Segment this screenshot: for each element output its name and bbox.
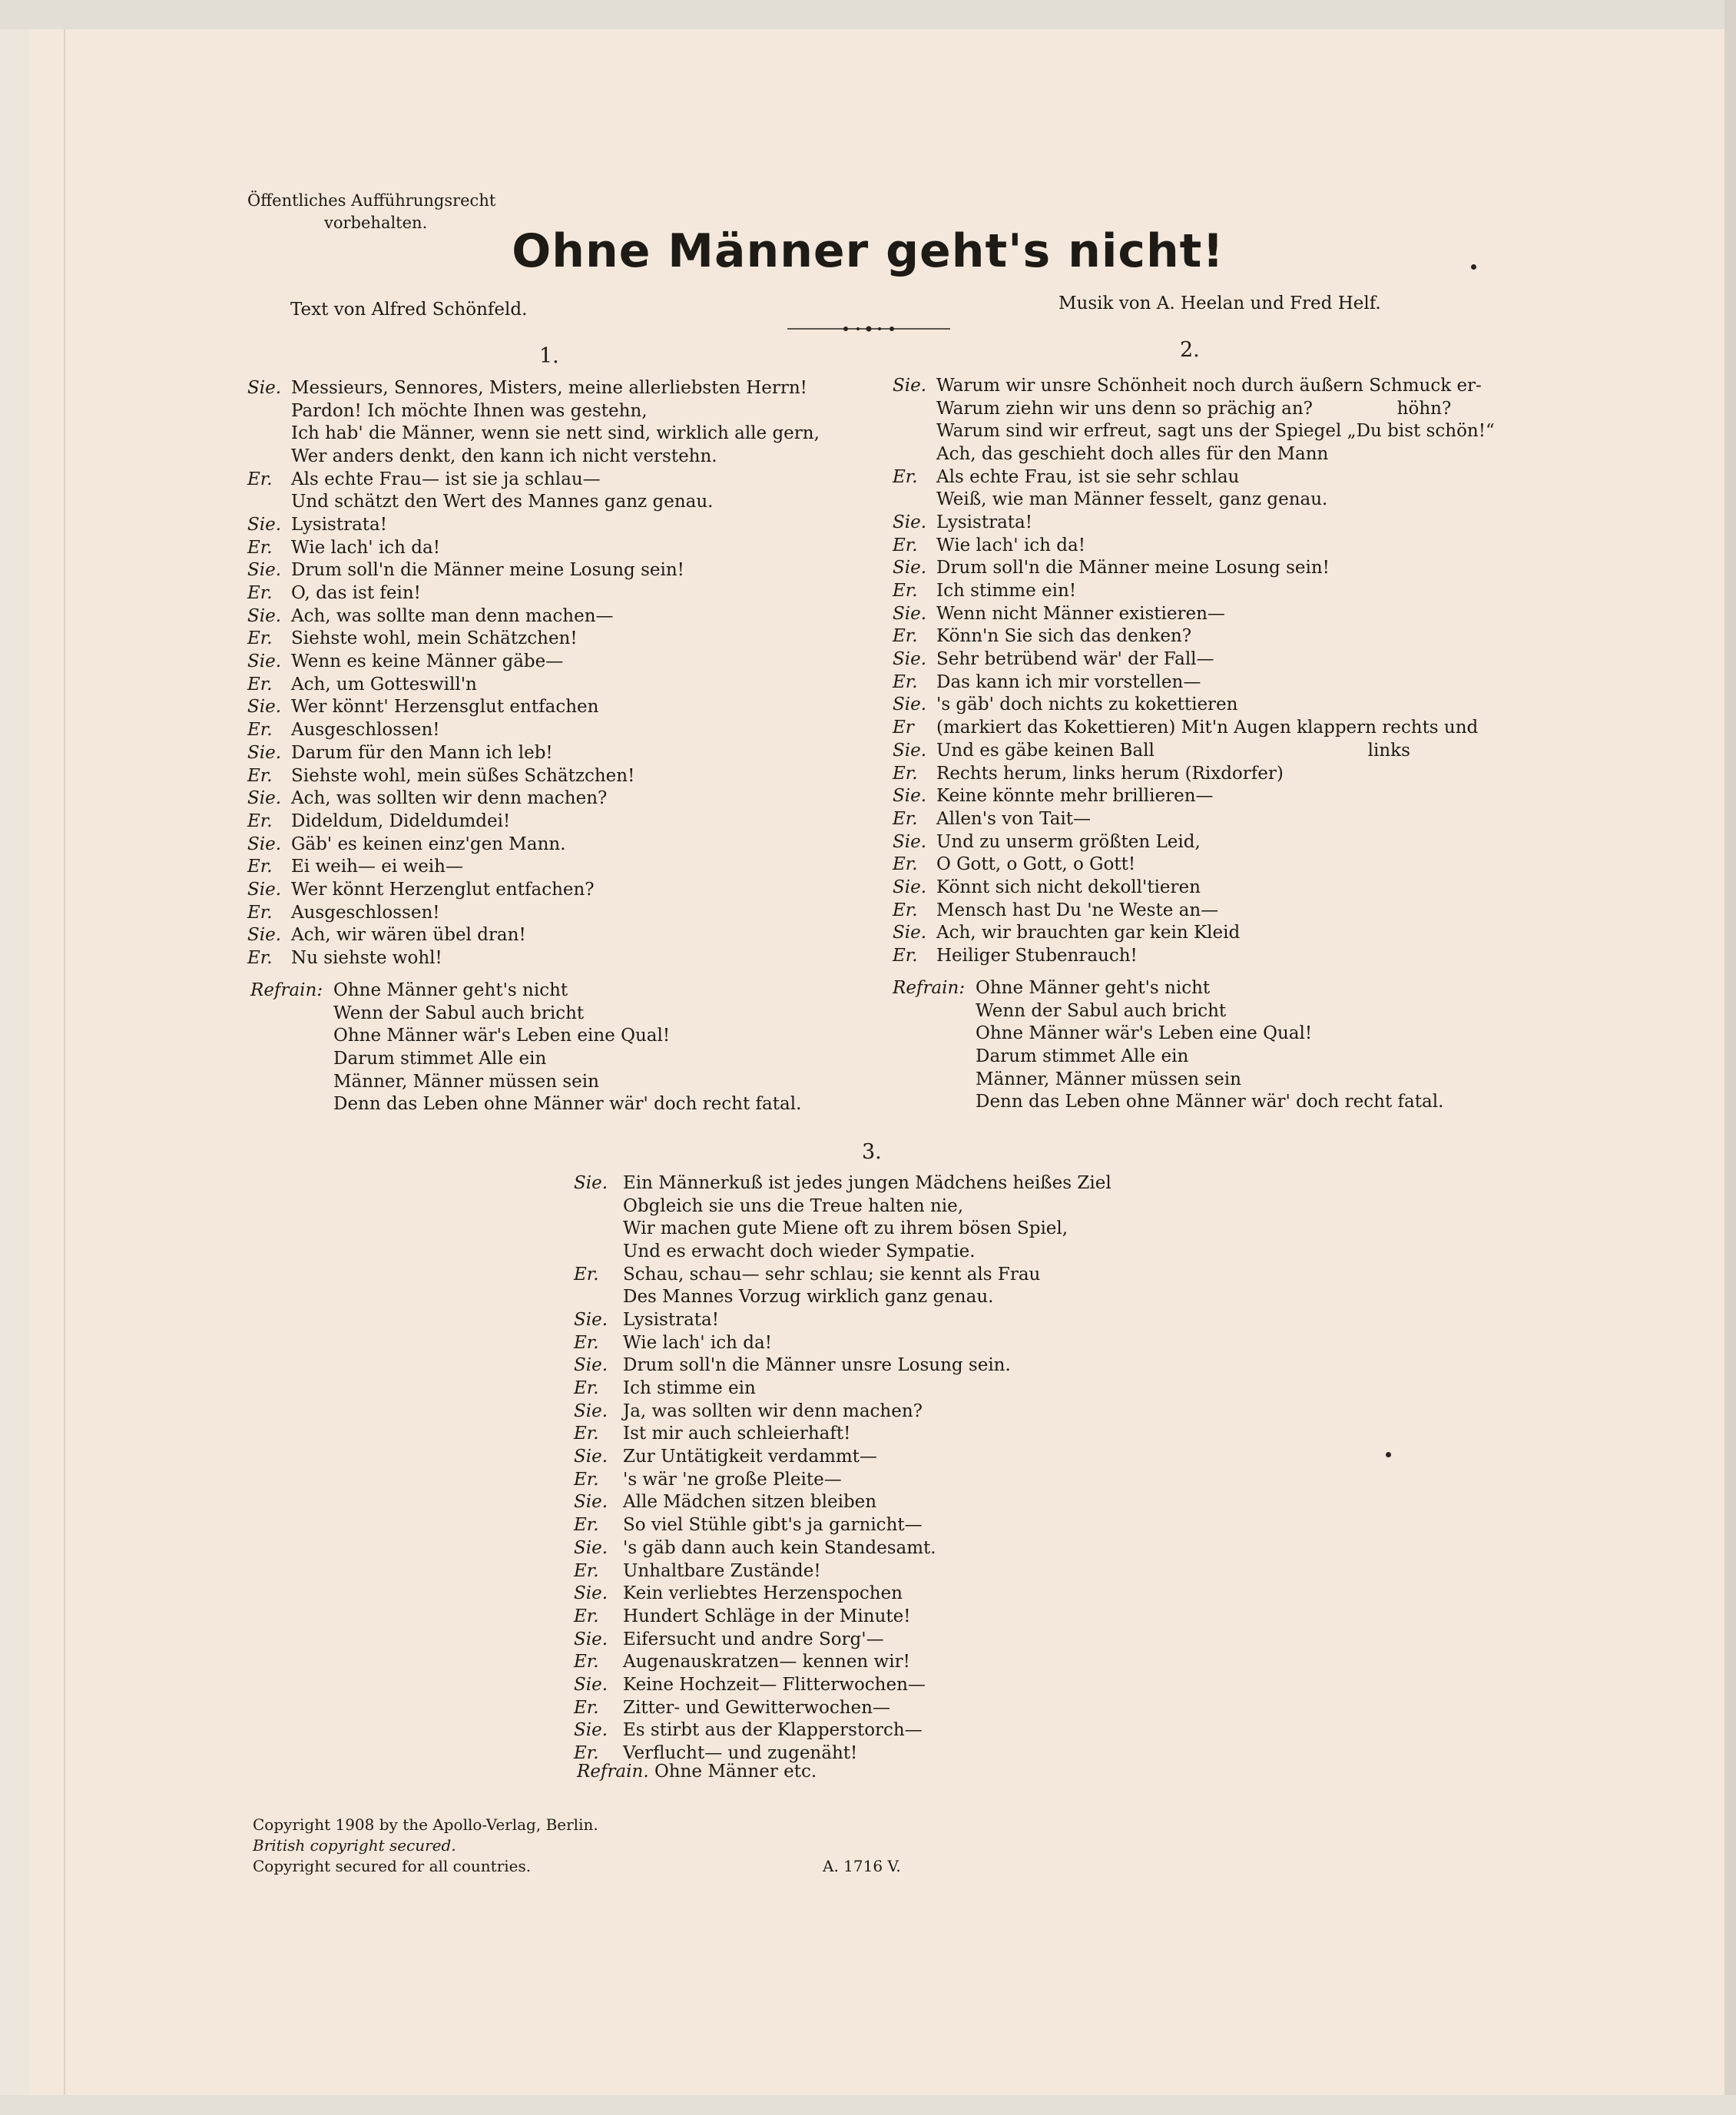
lyric-text: Ach, das geschieht doch alles für den Mann (936, 443, 1329, 464)
lyric-text: Ein Männerkuß ist jedes jungen Mädchens heißes Ziel (623, 1172, 1112, 1193)
speaker-label: Er. (574, 1652, 599, 1672)
speaker-label: Er. (247, 811, 273, 831)
speaker-label: Sie. (247, 925, 282, 946)
refrain-line: Ohne Männer geht's nicht (333, 980, 568, 1000)
lyric-line (574, 1217, 1112, 1240)
lyric-line (893, 830, 1495, 854)
plate-number: A. 1716 V. (823, 1857, 901, 1875)
lyric-line (247, 718, 820, 741)
speaker-label: Sie. (893, 923, 927, 943)
speaker-label: Er. (893, 854, 918, 875)
speaker-label: Er. (247, 469, 273, 489)
verse-3-refrain (577, 1762, 817, 1782)
lyric-text: 's wär 'ne große Pleite— (623, 1469, 842, 1490)
lyric-text: Messieurs, Sennores, Misters, meine allerliebsten Herrn! (291, 377, 807, 398)
lyric-line (893, 419, 1495, 443)
lyric-text: Allen's von Tait— (936, 808, 1092, 829)
lyric-line (247, 741, 820, 764)
speaker-label: Er. (574, 1424, 599, 1444)
lyric-line (893, 397, 1495, 420)
lyric-line (893, 922, 1495, 945)
lyric-text: Zitter- und Gewitterwochen— (623, 1697, 890, 1718)
refrain-line: Wenn der Sabul auch bricht (333, 1003, 585, 1023)
lyric-text: 's gäb' doch nichts zu kokettieren (936, 695, 1238, 715)
lyric-line (247, 605, 820, 628)
lyric-text: Ei weih— ei weih— (291, 857, 463, 877)
lyric-text: Darum für den Mann ich leb! (291, 742, 553, 763)
speaker-label: Sie. (893, 877, 927, 897)
lyric-text: Lysistrata! (936, 512, 1032, 532)
lyric-line (574, 1354, 1112, 1377)
speaker-label: Sie. (247, 834, 282, 854)
lyric-text: Kein verliebtes Herzenspochen (623, 1583, 903, 1604)
lyric-line (247, 696, 820, 719)
refrain-line: Darum stimmet Alle ein (976, 1046, 1189, 1067)
speaker-label: Sie. (247, 697, 282, 718)
speaker-label: Er. (574, 1606, 599, 1626)
speaker-label: Er. (893, 808, 918, 829)
lyric-text: Drum soll'n die Männer meine Losung sein! (291, 560, 684, 581)
speaker-label: Er. (247, 857, 273, 877)
lyric-text: Als echte Frau, ist sie sehr schlau (936, 466, 1240, 487)
lyric-text: Ach, um Gotteswill'n (291, 674, 477, 695)
speaker-label: Sie. (247, 651, 282, 672)
rights-line-2: vorbehalten. (324, 214, 428, 232)
speaker-label: Er. (247, 674, 273, 695)
lyric-text: Unhaltbare Zustände! (623, 1560, 821, 1581)
lyric-line (574, 1423, 1112, 1446)
speaker-label: Er. (893, 900, 918, 920)
lyric-text: Ach, wir brauchten gar kein Kleid (936, 923, 1241, 943)
speaker-label: Sie. (574, 1720, 608, 1741)
speaker-label: Sie. (893, 649, 927, 670)
print-speck (1386, 1452, 1391, 1457)
lyric-text: Wenn es keine Männer gäbe— (291, 651, 564, 672)
lyric-text: Des Mannes Vorzug wirklich ganz genau. (623, 1287, 994, 1308)
scan-border-right (1724, 0, 1736, 2115)
song-title: Ohne Männer geht's nicht! (512, 224, 1224, 278)
lyric-line (574, 1172, 1112, 1195)
lyric-text: Wie lach' ich da! (291, 537, 440, 558)
lyric-text: Dideldum, Dideldumdei! (291, 811, 511, 831)
lyric-line (247, 855, 820, 878)
speaker-label: Er. (247, 628, 273, 649)
lyric-line (574, 1628, 1112, 1651)
lyric-text: Hundert Schläge in der Minute! (623, 1606, 911, 1626)
lyric-text: Augenauskratzen— kennen wir! (623, 1652, 910, 1672)
title-ornament (787, 321, 950, 336)
refrain-lines (333, 980, 801, 1116)
lyric-line (247, 810, 820, 833)
speaker-label: Er. (574, 1697, 599, 1718)
lyric-text: Weiß, wie man Männer fesselt, ganz genau. (936, 489, 1328, 510)
speaker-label: Er. (247, 948, 273, 969)
verse-2-number: 2. (1180, 338, 1200, 362)
copyright-line: Copyright 1908 by the Apollo-Verlag, Berlin. (253, 1815, 598, 1834)
copyright-block (253, 1815, 598, 1877)
lyric-line (247, 628, 820, 651)
lyric-line (574, 1240, 1112, 1263)
lyric-line (247, 376, 820, 399)
speaker-label: Er. (574, 1378, 599, 1399)
speaker-label: Er (893, 718, 914, 738)
speaker-label: Er. (574, 1469, 599, 1490)
speaker-label: Sie. (893, 558, 927, 578)
lyric-line (893, 716, 1495, 739)
speaker-label: Er. (247, 720, 273, 741)
speaker-label: Er. (247, 583, 273, 604)
lyric-text: Warum ziehn wir uns denn so prächig an? höhn? (936, 398, 1452, 419)
verse-3-number: 3. (862, 1140, 882, 1164)
lyric-line (893, 511, 1495, 534)
speaker-label: Sie. (247, 879, 282, 900)
refrain-line: Wenn der Sabul auch bricht (976, 1000, 1227, 1021)
lyric-line (247, 833, 820, 856)
british-copyright-line: British copyright secured. (253, 1836, 456, 1855)
lyric-text: Ich stimme ein (623, 1378, 756, 1399)
speaker-label: Sie. (893, 375, 927, 396)
lyric-line (893, 374, 1495, 397)
speaker-label: Er. (893, 763, 918, 784)
lyric-text: Keine könnte mehr brillieren— (936, 786, 1214, 807)
lyric-text: So viel Stühle gibt's ja garnicht— (623, 1515, 923, 1536)
lyric-line (247, 878, 820, 901)
speaker-label: Sie. (247, 742, 282, 763)
speaker-label: Sie. (574, 1355, 608, 1376)
speaker-label: Sie. (574, 1674, 608, 1695)
lyric-text: Nu siehste wohl! (291, 948, 442, 969)
lyric-line (247, 513, 820, 536)
speaker-label: Er. (893, 946, 918, 966)
lyric-line (574, 1650, 1112, 1673)
speaker-label: Er. (893, 535, 918, 555)
lyric-line (893, 899, 1495, 922)
lyric-line (574, 1696, 1112, 1719)
lyric-text: Als echte Frau— ist sie ja schlau— (291, 469, 601, 489)
lyric-text: Und zu unserm größten Leid, (936, 831, 1201, 852)
lyric-line (574, 1673, 1112, 1696)
lyric-text: Obgleich sie uns die Treue halten nie, (623, 1195, 964, 1216)
speaker-label: Sie. (574, 1629, 608, 1649)
lyric-text: Ach, was sollte man denn machen— (291, 605, 614, 626)
lyric-line (893, 944, 1495, 967)
lyric-text: Lysistrata! (291, 514, 387, 535)
speaker-label: Sie. (574, 1492, 608, 1513)
refrain-label: Refrain. (577, 1762, 649, 1782)
lyric-line (574, 1468, 1112, 1491)
lyric-text: Schau, schau— sehr schlau; sie kennt als Frau (623, 1264, 1041, 1285)
lyric-line (247, 559, 820, 582)
speaker-label: Er. (574, 1515, 599, 1536)
lyric-line (247, 422, 820, 445)
lyric-text: Könn'n Sie sich das denken? (936, 626, 1192, 647)
lyric-text: Sehr betrübend wär' der Fall— (936, 649, 1214, 670)
lyric-text: Mensch hast Du 'ne Weste an— (936, 900, 1219, 920)
print-speck (1471, 264, 1476, 270)
lyric-text: Keine Hochzeit— Flitterwochen— (623, 1674, 926, 1695)
lyric-text: Siehste wohl, mein Schätzchen! (291, 628, 578, 649)
lyric-line (247, 787, 820, 810)
lyric-line (893, 694, 1495, 717)
refrain-label: Refrain: (250, 980, 323, 1000)
speaker-label: Sie. (247, 514, 282, 535)
speaker-label: Sie. (247, 377, 282, 398)
lyric-line (893, 466, 1495, 489)
lyric-text: Ich stimme ein! (936, 581, 1077, 602)
speaker-label: Sie. (247, 605, 282, 626)
speaker-label: Er. (893, 466, 918, 487)
binding-fold (64, 29, 65, 2095)
lyric-line (893, 488, 1495, 511)
lyric-line (893, 807, 1495, 830)
verse-2-refrain (893, 977, 1443, 1114)
lyric-text: Warum sind wir erfreut, sagt uns der Spiegel „Du bist schön!“ (936, 421, 1495, 442)
lyric-text: (markiert das Kokettieren) Mit'n Augen klappern rechts und (936, 718, 1479, 738)
lyric-text: Und es erwacht doch wieder Sympatie. (623, 1241, 976, 1261)
lyric-line (247, 673, 820, 696)
lyric-text: Und schätzt den Wert des Mannes ganz genau. (291, 492, 714, 512)
lyric-text: Wie lach' ich da! (936, 535, 1085, 555)
verse-3 (574, 1172, 1112, 1765)
lyric-text: Wer könnt Herzenglut entfachen? (291, 879, 595, 900)
speaker-label: Sie. (574, 1172, 608, 1193)
lyric-line (893, 602, 1495, 625)
refrain-line: Männer, Männer müssen sein (333, 1071, 599, 1092)
speaker-label: Sie. (574, 1583, 608, 1604)
lyric-line (893, 876, 1495, 899)
speaker-label: Er. (247, 765, 273, 786)
lyric-line (247, 650, 820, 673)
lyric-line (574, 1719, 1112, 1742)
lyric-line (893, 648, 1495, 671)
lyric-text: Und es gäbe keinen Ball links (936, 740, 1410, 761)
refrain-text: Ohne Männer etc. (654, 1762, 817, 1782)
speaker-label: Sie. (893, 695, 927, 715)
lyric-text: Verflucht— und zugenäht! (623, 1743, 858, 1764)
verse-1-refrain (250, 980, 801, 1116)
speaker-label: Er. (893, 671, 918, 692)
lyric-text: Gäb' es keinen einz'gen Mann. (291, 834, 566, 854)
speaker-label: Sie. (893, 603, 927, 624)
speaker-label: Er. (574, 1560, 599, 1581)
lyric-line (574, 1605, 1112, 1628)
speaker-label: Er. (247, 537, 273, 558)
lyric-text: Ausgeschlossen! (291, 902, 440, 923)
lyric-line (893, 443, 1495, 466)
lyric-line (247, 445, 820, 468)
lyric-line (247, 536, 820, 559)
speaker-label: Er. (247, 902, 273, 923)
speaker-label: Er. (893, 626, 918, 647)
lyric-text: Ausgeschlossen! (291, 720, 440, 741)
lyric-text: O, das ist fein! (291, 583, 421, 604)
speaker-label: Sie. (574, 1401, 608, 1421)
lyric-line (893, 671, 1495, 694)
refrain-lines (976, 977, 1443, 1114)
lyric-line (574, 1400, 1112, 1423)
lyric-text: Es stirbt aus der Klapperstorch— (623, 1720, 923, 1741)
lyric-text: Wer könnt' Herzensglut entfachen (291, 697, 599, 718)
lyric-line (574, 1445, 1112, 1468)
refrain-line: Ohne Männer wär's Leben eine Qual! (333, 1026, 671, 1046)
lyric-line (893, 762, 1495, 785)
music-credit: Musik von A. Heelan und Fred Helf. (1058, 293, 1381, 313)
verse-1 (247, 376, 820, 970)
lyric-line (247, 490, 820, 513)
speaker-label: Sie. (893, 512, 927, 532)
speaker-label: Sie. (893, 831, 927, 852)
lyric-text: Drum soll'n die Männer unsre Losung sein. (623, 1355, 1011, 1376)
lyric-line (247, 399, 820, 423)
lyric-line (247, 582, 820, 605)
speaker-label: Sie. (893, 786, 927, 807)
lyric-line (247, 901, 820, 924)
lyric-text: Ich hab' die Männer, wenn sie nett sind, wirklich alle gern, (291, 423, 820, 444)
lyric-line (247, 764, 820, 787)
lyric-line (893, 739, 1495, 762)
speaker-label: Sie. (247, 560, 282, 581)
lyric-text: Drum soll'n die Männer meine Losung sein! (936, 558, 1330, 578)
speaker-label: Sie. (574, 1309, 608, 1330)
lyric-line (574, 1331, 1112, 1354)
lyric-text: Eifersucht und andre Sorg'— (623, 1629, 884, 1649)
lyric-text: Zur Untätigkeit verdammt— (623, 1447, 877, 1467)
verse-1-number: 1. (539, 344, 559, 368)
lyric-text: Siehste wohl, mein süßes Schätzchen! (291, 765, 635, 786)
lyric-text: Wir machen gute Miene oft zu ihrem bösen Spiel, (623, 1218, 1068, 1239)
countries-copyright-line: Copyright secured for all countries. (253, 1857, 532, 1875)
lyric-line (574, 1560, 1112, 1583)
lyric-line (247, 468, 820, 491)
speaker-label: Er. (574, 1264, 599, 1285)
lyric-text: Warum wir unsre Schönheit noch durch äußern Schmuck er- (936, 375, 1482, 396)
verse-2 (893, 374, 1495, 967)
lyric-text: Rechts herum, links herum (Rixdorfer) (936, 763, 1284, 784)
lyric-text: Das kann ich mir vorstellen— (936, 671, 1201, 692)
lyric-line (574, 1285, 1112, 1308)
lyric-line (574, 1308, 1112, 1331)
lyric-line (574, 1263, 1112, 1286)
lyric-text: Lysistrata! (623, 1309, 719, 1330)
speaker-label: Er. (574, 1332, 599, 1353)
lyric-line (574, 1537, 1112, 1560)
scan-border-top (0, 0, 1736, 29)
lyric-line (893, 579, 1495, 602)
lyric-line (247, 924, 820, 947)
refrain-label: Refrain: (893, 978, 966, 998)
refrain-line: Denn das Leben ohne Männer wär' doch recht fatal. (333, 1094, 802, 1115)
lyric-line (574, 1513, 1112, 1537)
lyric-text: Wer anders denkt, den kann ich nicht verstehn. (291, 446, 717, 466)
lyric-text: Heiliger Stubenrauch! (936, 946, 1138, 966)
lyric-line (893, 557, 1495, 580)
scan-border-bottom (0, 2095, 1736, 2115)
lyric-line (893, 625, 1495, 648)
lyric-text: Ach, was sollten wir denn machen? (291, 788, 608, 809)
speaker-label: Sie. (247, 788, 282, 809)
lyric-line (574, 1195, 1112, 1218)
rights-line-1: Öffentliches Aufführungsrecht (247, 191, 496, 210)
refrain-line: Denn das Leben ohne Männer wär' doch recht fatal. (976, 1092, 1444, 1112)
lyric-line (574, 1491, 1112, 1514)
lyric-text: Wenn nicht Männer existieren— (936, 603, 1225, 624)
refrain-line: Ohne Männer wär's Leben eine Qual! (976, 1023, 1313, 1044)
lyric-text: Pardon! Ich möchte Ihnen was gestehn, (291, 400, 648, 421)
lyric-line (574, 1582, 1112, 1605)
lyric-text: Alle Mädchen sitzen bleiben (623, 1492, 877, 1513)
speaker-label: Er. (574, 1743, 599, 1764)
refrain-line: Darum stimmet Alle ein (333, 1049, 547, 1069)
lyric-line (247, 946, 820, 970)
lyric-text: 's gäb dann auch kein Standesamt. (623, 1537, 936, 1558)
text-credit: Text von Alfred Schönfeld. (290, 300, 528, 320)
lyric-text: Ja, was sollten wir denn machen? (623, 1401, 923, 1421)
speaker-label: Sie. (893, 740, 927, 761)
lyric-line (893, 534, 1495, 557)
refrain-line: Ohne Männer geht's nicht (976, 978, 1211, 998)
speaker-label: Sie. (574, 1447, 608, 1467)
lyric-line (893, 853, 1495, 876)
refrain-line: Männer, Männer müssen sein (976, 1069, 1241, 1089)
speaker-label: Er. (893, 581, 918, 602)
lyric-text: Ach, wir wären übel dran! (291, 925, 526, 946)
lyric-text: Ist mir auch schleierhaft! (623, 1424, 851, 1444)
lyric-line (893, 784, 1495, 807)
lyric-text: Könnt sich nicht dekoll'tieren (936, 877, 1201, 897)
speaker-label: Sie. (574, 1537, 608, 1558)
lyric-text: O Gott, o Gott, o Gott! (936, 854, 1136, 875)
lyric-line (574, 1377, 1112, 1400)
lyric-text: Wie lach' ich da! (623, 1332, 772, 1353)
